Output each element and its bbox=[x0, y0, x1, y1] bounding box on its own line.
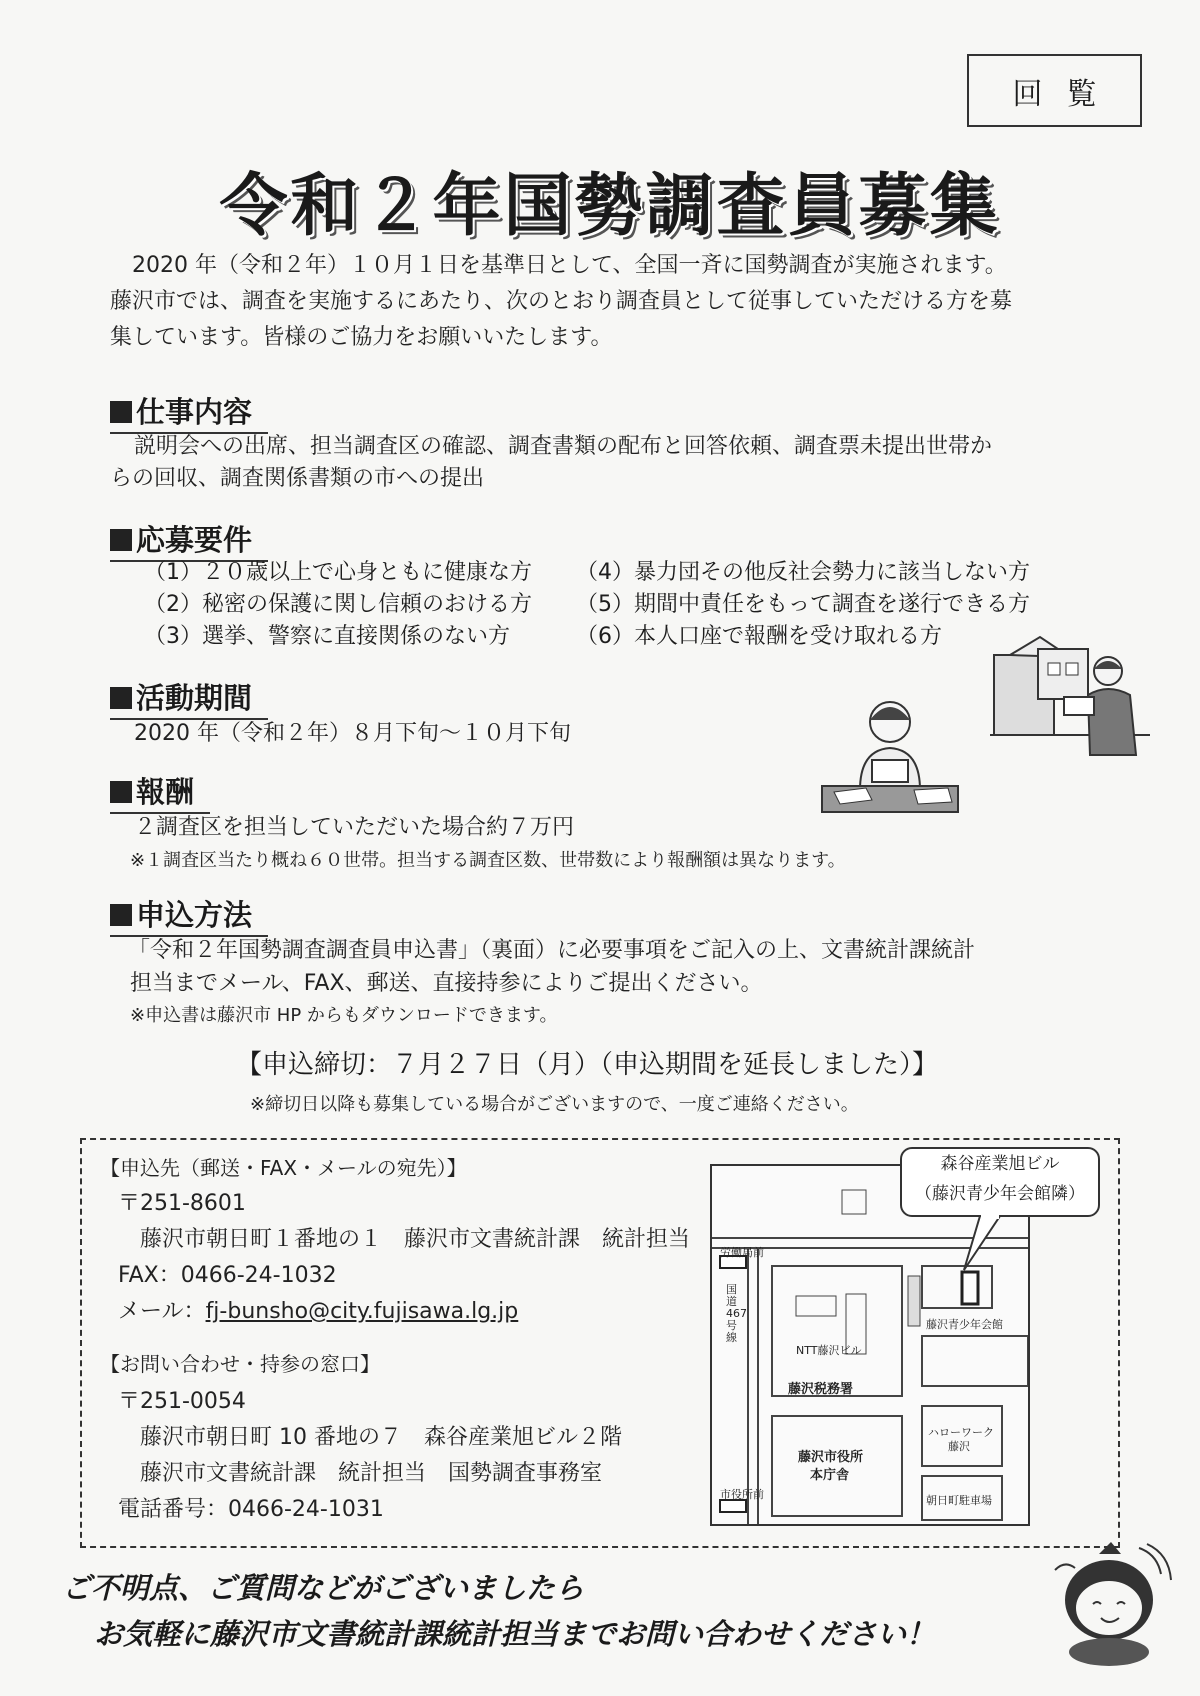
map-label-hello-work: ハローワーク bbox=[928, 1426, 994, 1439]
map-label-route: 国道467号線 bbox=[726, 1283, 747, 1344]
map-label-youth-center: 藤沢青少年会館 bbox=[926, 1318, 1003, 1331]
section-heading-requirements: 応募要件 bbox=[110, 518, 268, 562]
apply-note: ※申込書は藤沢市 HP からもダウンロードできます。 bbox=[130, 1005, 558, 1026]
person-reading-illustration bbox=[820, 690, 960, 820]
footer-line-1: ご不明点、ご質問などがございましたら bbox=[62, 1571, 585, 1605]
mail-label: メール： bbox=[118, 1299, 206, 1324]
square-bullet-icon bbox=[110, 781, 132, 803]
requirement-item: （4）暴力団その他反社会勢力に該当しない方 bbox=[576, 560, 1030, 585]
contact-mail-heading: 【申込先（郵送・FAX・メールの宛先）】 bbox=[100, 1156, 467, 1180]
contact-window-dept: 藤沢市文書統計課 統計担当 国勢調査事務室 bbox=[140, 1461, 603, 1486]
callout-line-1: 森谷産業旭ビル bbox=[940, 1154, 1060, 1174]
contact-window-address: 藤沢市朝日町 10 番地の７ 森谷産業旭ビル２階 bbox=[140, 1425, 622, 1450]
intro-line-2: 藤沢市では、調査を実施するにあたり、次のとおり調査員として従事していただける方を募 bbox=[110, 289, 1013, 314]
intro-line-3: 集しています。皆様のご協力をお願いいたします。 bbox=[110, 325, 613, 350]
section-heading-reward: 報酬 bbox=[110, 770, 210, 814]
requirement-item: （3）選挙、警察に直接関係のない方 bbox=[144, 624, 510, 649]
page-title: 令和２年国勢調査員募集 bbox=[219, 167, 1001, 246]
square-bullet-icon bbox=[110, 401, 132, 423]
requirements-list bbox=[144, 557, 1096, 653]
requirement-item: （6）本人口座で報酬を受け取れる方 bbox=[576, 624, 942, 649]
contact-phone: 電話番号：0466-24-1031 bbox=[118, 1497, 384, 1522]
intro-paragraph bbox=[110, 248, 1100, 356]
section-heading-apply: 申込方法 bbox=[110, 893, 268, 937]
reward-note: ※１調査区当たり概ね６０世帯。担当する調査区数、世帯数により報酬額は異なります。 bbox=[130, 850, 846, 871]
section-heading-period: 活動期間 bbox=[110, 676, 268, 720]
map-label-tax-office: 藤沢税務署 bbox=[788, 1382, 854, 1397]
intro-line-1: 2020 年（令和２年）１０月１日を基準日として、全国一斉に国勢調査が実施されます。 bbox=[132, 253, 1007, 278]
callout-pointer bbox=[960, 1214, 1020, 1274]
apply-line-1: 「令和２年国勢調査調査員申込書」（裏面）に必要事項をご記入の上、文書統計課統計 bbox=[128, 938, 976, 963]
map-label-bus-stop-1: 労働局前 bbox=[720, 1246, 764, 1259]
square-bullet-icon bbox=[110, 687, 132, 709]
map-callout bbox=[900, 1147, 1100, 1217]
contact-mail-postal: 〒251-8601 bbox=[118, 1191, 246, 1216]
map-label-city-hall-sub: 本庁舎 bbox=[810, 1468, 850, 1483]
contact-window-postal: 〒251-0054 bbox=[118, 1389, 246, 1414]
requirement-item: （2）秘密の保護に関し信頼のおける方 bbox=[144, 592, 532, 617]
square-bullet-icon bbox=[110, 904, 132, 926]
map-label-bus-stop-2: 市役所前 bbox=[720, 1488, 764, 1501]
contact-fax: FAX：0466-24-1032 bbox=[118, 1263, 337, 1288]
email-link[interactable]: fj-bunsho@city.fujisawa.lg.jp bbox=[205, 1299, 519, 1324]
mascot-illustration bbox=[1035, 1540, 1175, 1670]
requirement-item: （1）２０歳以上で心身ともに健康な方 bbox=[144, 560, 532, 585]
job-line-1: 説明会への出席、担当調査区の確認、調査書類の配布と回答依頼、調査票未提出世帯か bbox=[134, 434, 993, 459]
square-bullet-icon bbox=[110, 529, 132, 551]
requirement-item: （5）期間中責任をもって調査を遂行できる方 bbox=[576, 592, 1030, 617]
circulation-badge: 回覧 bbox=[967, 54, 1142, 127]
map-label-city-hall: 藤沢市役所 bbox=[798, 1450, 864, 1465]
callout-line-2: （藤沢青少年会館隣） bbox=[915, 1184, 1085, 1204]
footer-line-2: お気軽に藤沢市文書統計課統計担当までお問い合わせください！ bbox=[94, 1617, 936, 1651]
section-heading-job: 仕事内容 bbox=[110, 390, 268, 434]
apply-line-2: 担当までメール、FAX、郵送、直接持参によりご提出ください。 bbox=[130, 971, 763, 996]
map-label-parking: 朝日町駐車場 bbox=[926, 1494, 992, 1507]
job-line-2: らの回収、調査関係書類の市への提出 bbox=[110, 466, 485, 491]
reward-text: ２調査区を担当していただいた場合約７万円 bbox=[134, 815, 575, 840]
deadline-note: ※締切日以降も募集している場合がございますので、一度ご連絡ください。 bbox=[250, 1094, 859, 1115]
map-label-hello-work-sub: 藤沢 bbox=[948, 1440, 970, 1453]
period-text: 2020 年（令和２年）８月下旬～１０月下旬 bbox=[134, 721, 571, 746]
contact-mail-row bbox=[118, 1294, 518, 1325]
house-visit-illustration bbox=[990, 635, 1150, 765]
map-label-ntt: NTT藤沢ビル bbox=[796, 1344, 862, 1357]
contact-window-heading: 【お問い合わせ・持参の窓口】 bbox=[100, 1352, 380, 1376]
deadline-text: 【申込締切：７月２７日（月）（申込期間を延長しました）】 bbox=[236, 1050, 939, 1080]
contact-mail-address: 藤沢市朝日町１番地の１ 藤沢市文書統計課 統計担当 bbox=[140, 1227, 691, 1252]
